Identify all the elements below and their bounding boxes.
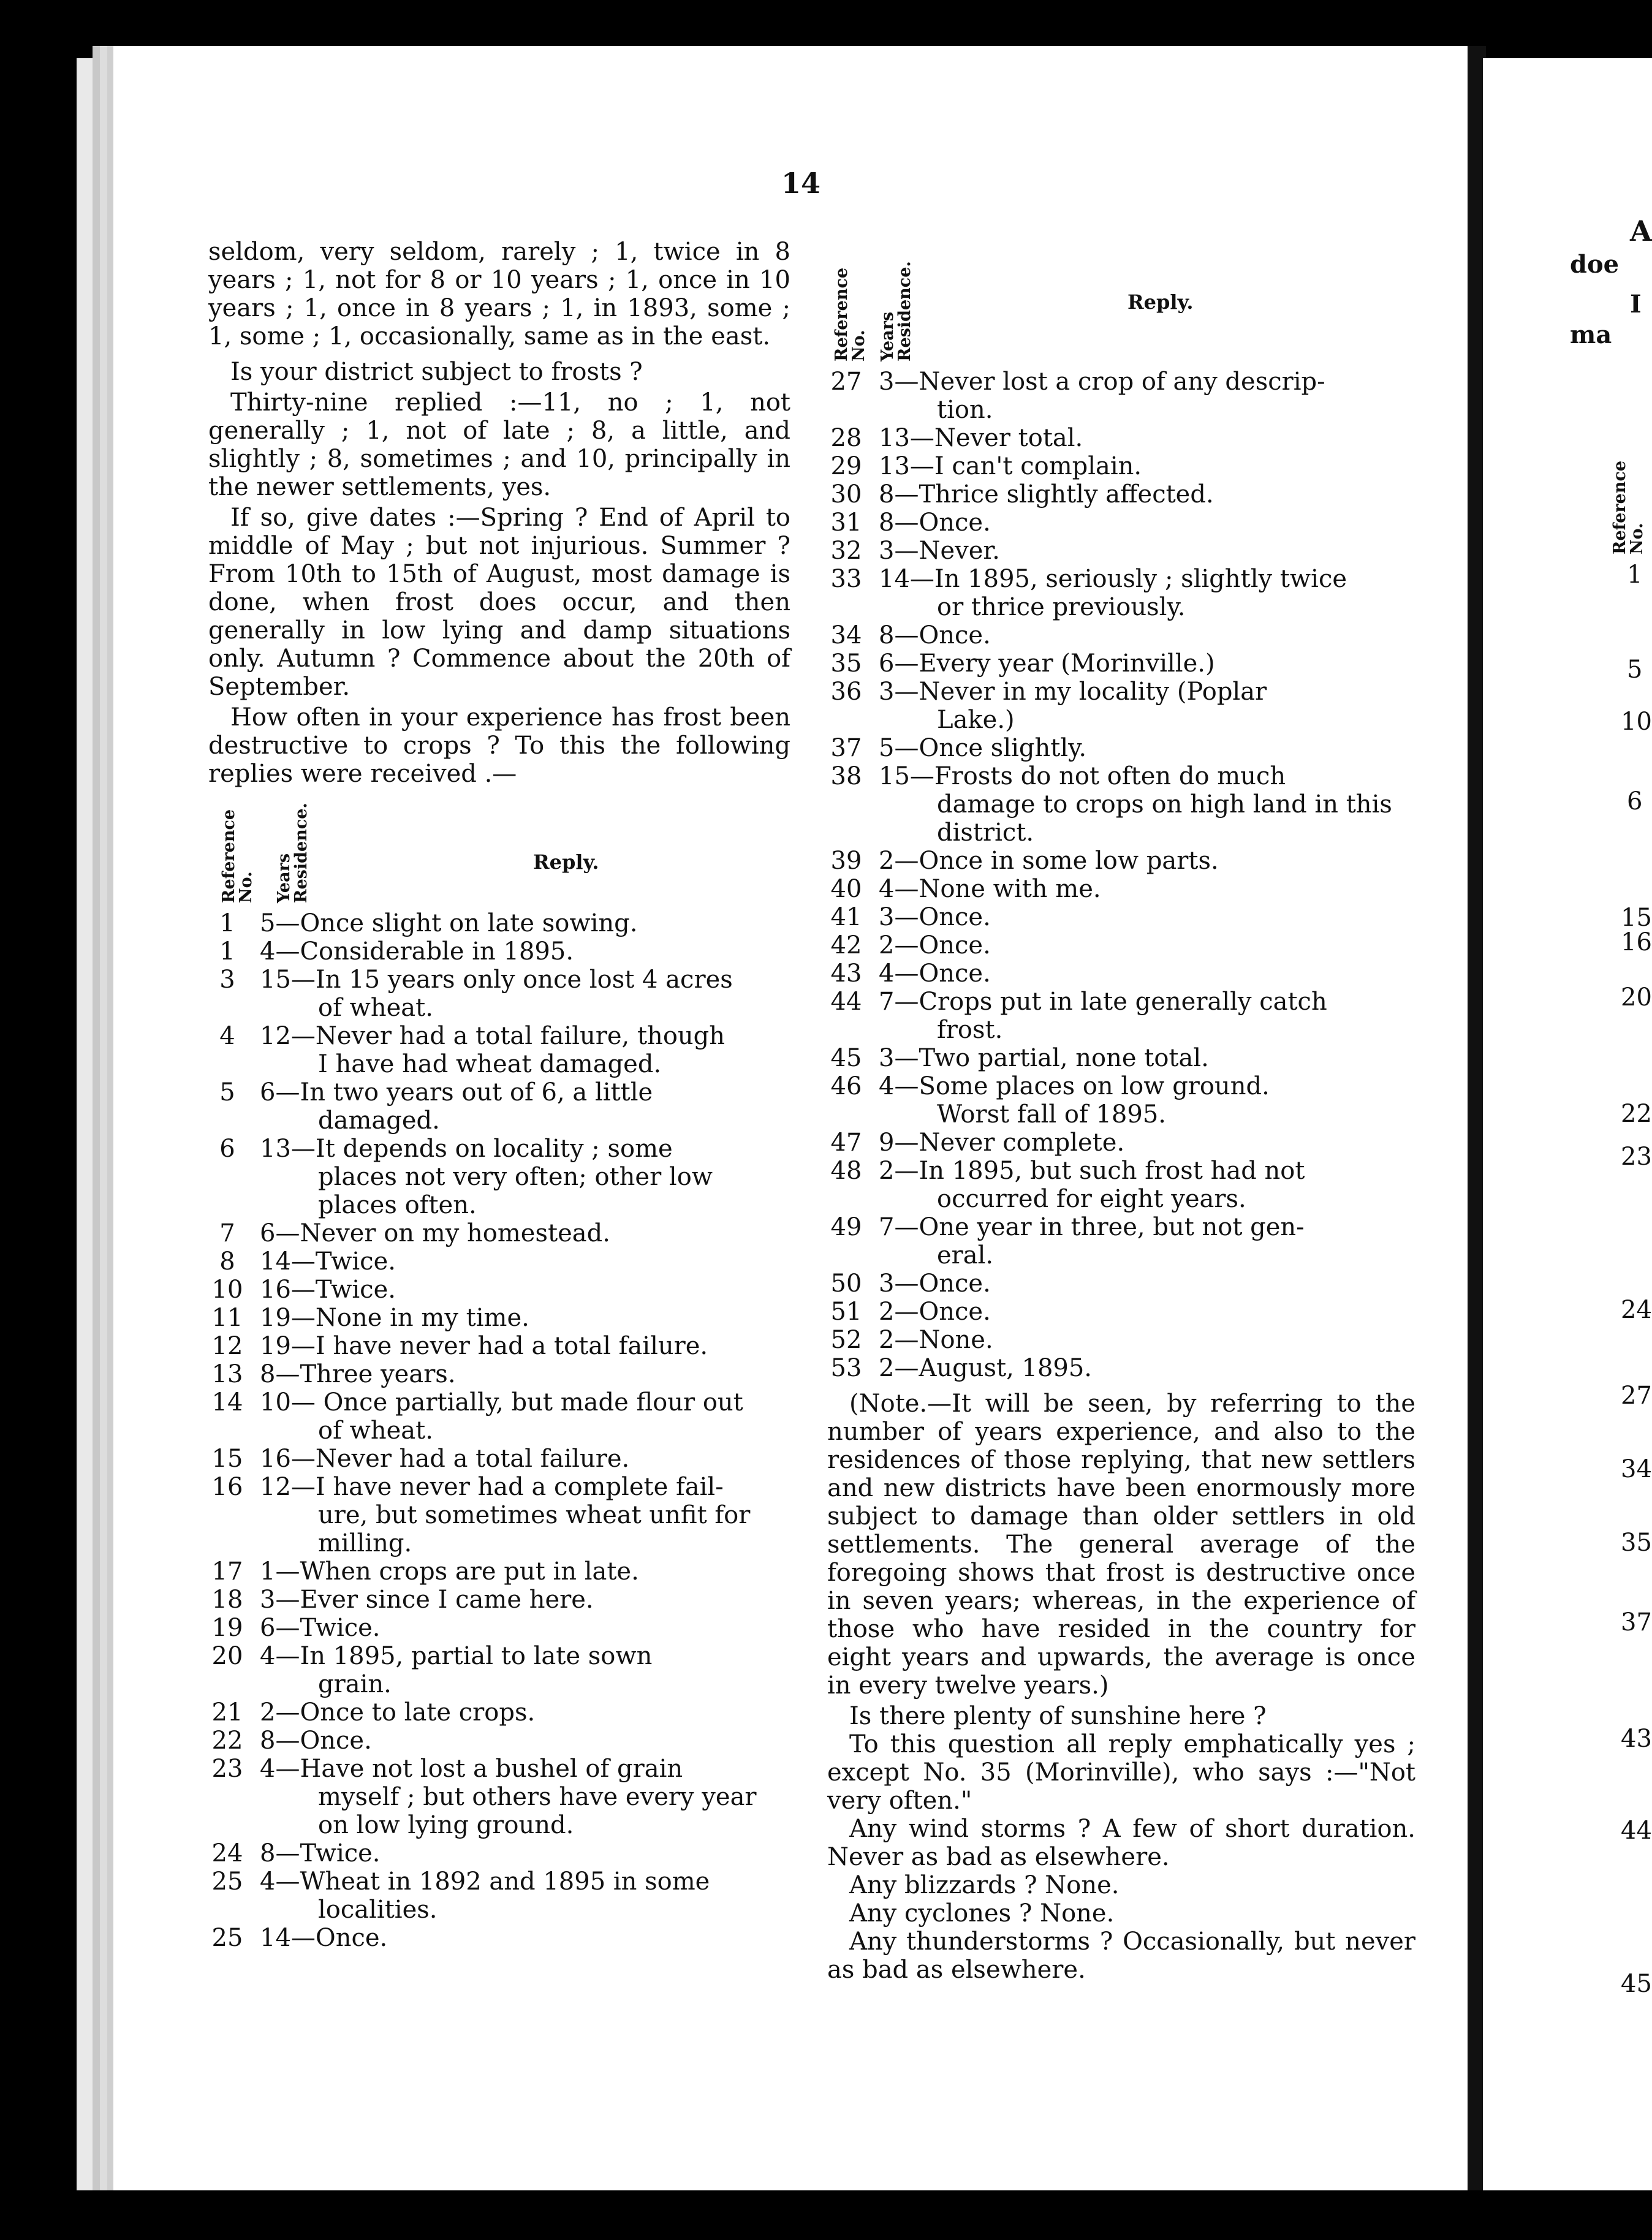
reply-text — [865, 452, 1415, 480]
reply-text — [865, 1157, 1415, 1213]
table-row — [827, 988, 1415, 1044]
left-column — [208, 238, 790, 1952]
reply-text — [246, 1022, 790, 1078]
reference-number: 32 — [830, 537, 862, 565]
reply-text — [246, 1445, 790, 1473]
reply-line: 3—Two partial, none total. — [879, 1044, 1209, 1072]
reply-text — [246, 937, 790, 966]
reference-number: 31 — [830, 509, 862, 537]
next-page-ref-number: 44 — [1621, 1817, 1652, 1845]
reply-continuation: localities. — [318, 1896, 438, 1924]
table-row — [208, 1755, 790, 1839]
header-years-residence: Years Residence. — [878, 261, 914, 361]
table-row — [827, 1354, 1415, 1382]
reply-text — [865, 368, 1415, 424]
right-reply-table — [827, 368, 1415, 1382]
reply-text — [865, 959, 1415, 988]
next-page-ref-number: 20 — [1621, 983, 1652, 1012]
reply-text — [865, 1072, 1415, 1129]
reply-text — [865, 903, 1415, 931]
next-page-ref-number: 35 — [1621, 1529, 1652, 1557]
reply-text — [865, 1044, 1415, 1072]
reply-line: 9—Never complete. — [879, 1129, 1125, 1157]
reply-continuation: of wheat. — [318, 1417, 433, 1445]
reply-text — [246, 966, 790, 1022]
table-row — [827, 875, 1415, 903]
table-row — [208, 1360, 790, 1388]
reply-text — [246, 1135, 790, 1219]
reply-continuation: damage to crops on high land in this district. — [937, 790, 1392, 847]
reply-text — [246, 1276, 790, 1304]
next-page-ref-number: 1 — [1627, 561, 1643, 589]
reply-continuation: eral. — [937, 1241, 994, 1269]
table-row — [827, 452, 1415, 480]
next-page-ref-number: 16 — [1621, 928, 1652, 956]
reply-line: 8—Once. — [260, 1727, 372, 1755]
reference-number: 21 — [211, 1698, 243, 1727]
reply-line: 13—It depends on locality ; some — [260, 1135, 673, 1163]
reply-text — [865, 762, 1415, 847]
reply-text — [865, 649, 1415, 678]
opening-paragraph: seldom, very seldom, rarely ; 1, twice in 8 years ; 1, not for 8 or 10 years ; 1, once in 10 years ; 1, once in 8 years ; 1, in 1893, some ; 1, some ; 1, occasionally, same as in the east. — [208, 238, 790, 350]
reference-number: 6 — [219, 1135, 235, 1163]
reply-line: 8—Thrice slightly affected. — [879, 480, 1214, 509]
table-row — [827, 1157, 1415, 1213]
reply-continuation: frost. — [937, 1016, 1003, 1044]
reply-text — [865, 678, 1415, 734]
reply-text — [246, 1304, 790, 1332]
reference-number: 18 — [211, 1586, 243, 1614]
reply-line: 4—None with me. — [879, 875, 1101, 903]
reference-number: 28 — [830, 424, 862, 452]
reply-text — [865, 1129, 1415, 1157]
table-row — [827, 565, 1415, 621]
reply-line: 10— Once partially, but made flour out — [260, 1388, 743, 1417]
table-row — [827, 480, 1415, 509]
reply-line: 4—In 1895, partial to late sown — [260, 1642, 653, 1670]
reference-number: 50 — [830, 1269, 862, 1298]
reply-text — [246, 1473, 790, 1557]
table-row — [208, 1698, 790, 1727]
reply-line: 4—Some places on low ground. — [879, 1072, 1270, 1100]
next-page-line-4: ma — [1570, 320, 1612, 349]
reply-line: 7—One year in three, but not gen- — [879, 1213, 1305, 1241]
reply-line: 4—Wheat in 1892 and 1895 in some — [260, 1867, 710, 1896]
answer-frosts: Thirty-nine replied :—11, no ; 1, not generally ; 1, not of late ; 8, a little, and slightly ; 8, sometimes ; and 10, principally in the newer settlements, yes. — [208, 388, 790, 501]
table-row — [208, 937, 790, 966]
reply-text — [246, 1614, 790, 1642]
reply-line: 7—Crops put in late generally catch — [879, 988, 1327, 1016]
reply-line: 8—Once. — [879, 621, 991, 649]
reply-text — [246, 1078, 790, 1135]
table-row — [208, 1388, 790, 1445]
reference-number: 5 — [219, 1078, 235, 1107]
reply-text — [865, 1326, 1415, 1354]
table-row — [208, 1276, 790, 1304]
reply-text — [865, 1354, 1415, 1382]
reply-line: 2—August, 1895. — [879, 1354, 1093, 1382]
reference-number: 44 — [830, 988, 862, 1016]
reference-number: 53 — [830, 1354, 862, 1382]
reference-number: 13 — [211, 1360, 243, 1388]
table-row — [208, 1727, 790, 1755]
reply-text — [246, 1360, 790, 1388]
reply-line: 6—Never on my homestead. — [260, 1219, 610, 1247]
next-page-ref-number: 24 — [1621, 1296, 1652, 1324]
reply-text — [865, 480, 1415, 509]
reply-line: 3—Ever since I came here. — [260, 1586, 594, 1614]
reply-text — [246, 1727, 790, 1755]
reference-number: 39 — [830, 847, 862, 875]
next-page-ref-number: 10 — [1621, 708, 1652, 736]
table-row — [827, 931, 1415, 959]
reply-line: 6—Every year (Morinville.) — [879, 649, 1215, 678]
table-row — [827, 424, 1415, 452]
reply-text — [246, 1388, 790, 1445]
reply-line: 14—Twice. — [260, 1247, 396, 1276]
reference-number: 38 — [830, 762, 862, 790]
reference-number: 52 — [830, 1326, 862, 1354]
reference-number: 23 — [211, 1755, 243, 1783]
reply-text — [865, 565, 1415, 621]
reply-text — [246, 1247, 790, 1276]
table-row — [827, 368, 1415, 424]
wind-storms: Any wind storms ? A few of short duration. Never as bad as elsewhere. — [827, 1815, 1415, 1871]
reference-number: 12 — [211, 1332, 243, 1360]
reference-number: 20 — [211, 1642, 243, 1670]
next-page-ref-number: 37 — [1621, 1608, 1652, 1636]
reply-text — [246, 1557, 790, 1586]
header-reference-no: Reference No. — [219, 809, 256, 903]
reference-number: 24 — [211, 1839, 243, 1867]
reply-line: 2—In 1895, but such frost had not — [879, 1157, 1305, 1185]
right-column — [827, 245, 1415, 1984]
next-page-ref-number: 23 — [1621, 1143, 1652, 1171]
reply-text — [246, 1586, 790, 1614]
next-page-line-3: I — [1630, 290, 1642, 319]
header-years-residence: Years Residence. — [275, 803, 311, 903]
reply-line: 14—In 1895, seriously ; slightly twice — [879, 565, 1347, 593]
reference-number: 27 — [830, 368, 862, 396]
header-reference-no: Reference No. — [832, 267, 868, 361]
reply-line: 2—Once. — [879, 1298, 991, 1326]
reply-line: 8—Three years. — [260, 1360, 456, 1388]
reply-text — [865, 847, 1415, 875]
reference-number: 17 — [211, 1557, 243, 1586]
reply-line: 4—Considerable in 1895. — [260, 937, 574, 966]
table-row — [208, 1219, 790, 1247]
reference-number: 49 — [830, 1213, 862, 1241]
reply-text — [246, 909, 790, 937]
reference-number: 25 — [211, 1924, 243, 1952]
reply-line: 3—Never. — [879, 537, 1000, 565]
reference-number: 3 — [219, 966, 235, 994]
reply-line: 5—Once slightly. — [879, 734, 1087, 762]
reference-number: 47 — [830, 1129, 862, 1157]
next-page-ref-number: 27 — [1621, 1382, 1652, 1410]
cyclones: Any cyclones ? None. — [849, 1899, 1115, 1928]
reply-line: 15—Frosts do not often do much — [879, 762, 1286, 790]
table-row — [827, 509, 1415, 537]
next-page-ref-number: 6 — [1627, 787, 1643, 815]
reference-number: 19 — [211, 1614, 243, 1642]
reply-continuation: I have had wheat damaged. — [318, 1050, 662, 1078]
reply-continuation: tion. — [937, 396, 993, 424]
reply-continuation: grain. — [318, 1670, 392, 1698]
reply-line: 3—Once. — [879, 903, 991, 931]
table-row — [827, 1044, 1415, 1072]
reply-line: 6—Twice. — [260, 1614, 381, 1642]
reply-line: 3—Never in my locality (Poplar — [879, 678, 1267, 706]
table-row — [827, 649, 1415, 678]
reference-number: 48 — [830, 1157, 862, 1185]
reply-line: 19—None in my time. — [260, 1304, 529, 1332]
reply-continuation: places not very often; other low places often. — [318, 1163, 713, 1219]
reply-text — [865, 424, 1415, 452]
reply-line: 12—I have never had a complete fail- — [260, 1473, 724, 1501]
table-row — [208, 1924, 790, 1952]
reply-text — [865, 509, 1415, 537]
reply-text — [865, 537, 1415, 565]
next-page-ref-header: Reference No. — [1610, 460, 1646, 554]
table-row — [208, 1867, 790, 1924]
reply-text — [246, 1332, 790, 1360]
reference-number: 1 — [219, 937, 235, 966]
table-row — [827, 1326, 1415, 1354]
table-row — [208, 1642, 790, 1698]
reference-number: 10 — [211, 1276, 243, 1304]
table-row — [208, 1247, 790, 1276]
reference-number: 14 — [211, 1388, 243, 1417]
table-row — [208, 1332, 790, 1360]
reply-text — [865, 1269, 1415, 1298]
reference-number: 33 — [830, 565, 862, 593]
reply-text — [865, 734, 1415, 762]
reference-number: 29 — [830, 452, 862, 480]
reply-text — [865, 1213, 1415, 1269]
reply-line: 13—I can't complain. — [879, 452, 1142, 480]
table-row — [208, 1304, 790, 1332]
reference-number: 43 — [830, 959, 862, 988]
reply-continuation: of wheat. — [318, 994, 433, 1022]
table-row — [827, 678, 1415, 734]
table-row — [208, 1473, 790, 1557]
thunderstorms: Any thunderstorms ? Occasionally, but never as bad as elsewhere. — [827, 1928, 1415, 1984]
reply-continuation: damaged. — [318, 1107, 440, 1135]
table-row — [827, 1269, 1415, 1298]
reference-number: 4 — [219, 1022, 235, 1050]
table-row — [208, 1839, 790, 1867]
table-row — [208, 909, 790, 937]
reply-text — [246, 1219, 790, 1247]
reply-text — [246, 1642, 790, 1698]
reply-line: 15—In 15 years only once lost 4 acres — [260, 966, 733, 994]
reply-continuation: or thrice previously. — [937, 593, 1186, 621]
table-header — [208, 793, 790, 903]
reply-line: 2—Once to late crops. — [260, 1698, 536, 1727]
reply-line: 3—Once. — [879, 1269, 991, 1298]
reply-line: 5—Once slight on late sowing. — [260, 909, 638, 937]
page-number: 14 — [781, 167, 821, 200]
reply-line: 2—Once. — [879, 931, 991, 959]
sunshine-question: Is there plenty of sunshine here ? — [849, 1702, 1267, 1730]
reply-line: 2—Once in some low parts. — [879, 847, 1219, 875]
reference-number: 1 — [219, 909, 235, 937]
header-reply: Reply. — [1127, 290, 1194, 314]
table-row — [827, 959, 1415, 988]
next-page-ref-number: 45 — [1621, 1970, 1652, 1998]
reply-line: 1—When crops are put in late. — [260, 1557, 639, 1586]
reply-line: 16—Twice. — [260, 1276, 396, 1304]
reply-line: 2—None. — [879, 1326, 993, 1354]
reply-text — [246, 1867, 790, 1924]
reference-number: 42 — [830, 931, 862, 959]
reply-continuation: ure, but sometimes wheat unfit for milling. — [318, 1501, 751, 1557]
blizzards: Any blizzards ? None. — [849, 1871, 1120, 1899]
reply-continuation: Worst fall of 1895. — [937, 1100, 1166, 1129]
table-row — [208, 1445, 790, 1473]
reply-text — [865, 988, 1415, 1044]
reference-number: 36 — [830, 678, 862, 706]
table-row — [208, 1586, 790, 1614]
table-row — [208, 1135, 790, 1219]
table-row — [208, 1078, 790, 1135]
next-page-line-1: A — [1630, 214, 1652, 248]
table-row — [208, 1022, 790, 1078]
reference-number: 25 — [211, 1867, 243, 1896]
reference-number: 51 — [830, 1298, 862, 1326]
reply-text — [246, 1698, 790, 1727]
table-row — [827, 903, 1415, 931]
reply-text — [865, 875, 1415, 903]
table-row — [827, 621, 1415, 649]
reference-number: 11 — [211, 1304, 243, 1332]
reply-text — [246, 1755, 790, 1839]
reply-text — [246, 1924, 790, 1952]
reference-number: 15 — [211, 1445, 243, 1473]
reply-continuation: myself ; but others have every year on low lying ground. — [318, 1783, 757, 1839]
reference-number: 8 — [219, 1247, 235, 1276]
reference-number: 37 — [830, 734, 862, 762]
table-row — [827, 762, 1415, 847]
reference-number: 34 — [830, 621, 862, 649]
next-page-ref-number: 5 — [1627, 656, 1643, 684]
table-header-right — [827, 245, 1415, 361]
reply-line: 16—Never had a total failure. — [260, 1445, 630, 1473]
table-row — [827, 537, 1415, 565]
table-row — [827, 734, 1415, 762]
next-page-edge — [1483, 58, 1652, 2190]
table-row — [827, 1072, 1415, 1129]
note-paragraph: (Note.—It will be seen, by referring to the number of years experience, and also to the residences of those replying, that new settlers and new districts have been enormously more subject to damage than older settlers in old settlements. The general average of the foregoing shows that frost is destructive once in seven years; whereas, in the experience of those who have resided in the country for eight years and upwards, the average is once in every twelve years.) — [827, 1390, 1415, 1700]
table-row — [827, 1129, 1415, 1157]
header-reply: Reply. — [533, 850, 599, 874]
reply-line: 14—Once. — [260, 1924, 388, 1952]
reference-number: 35 — [830, 649, 862, 678]
table-row — [208, 1614, 790, 1642]
reply-line: 8—Once. — [879, 509, 991, 537]
question-frosts: Is your district subject to frosts ? — [230, 358, 643, 386]
next-page-ref-number: 34 — [1621, 1455, 1652, 1483]
reply-line: 3—Never lost a crop of any descrip- — [879, 368, 1325, 396]
reply-line: 4—Once. — [879, 959, 991, 988]
table-row — [827, 847, 1415, 875]
reference-number: 46 — [830, 1072, 862, 1100]
reply-text — [865, 1298, 1415, 1326]
reference-number: 41 — [830, 903, 862, 931]
reply-line: 13—Never total. — [879, 424, 1083, 452]
reference-number: 30 — [830, 480, 862, 509]
reply-text — [865, 621, 1415, 649]
reference-number: 40 — [830, 875, 862, 903]
sunshine-answer: To this question all reply emphatically yes ; except No. 35 (Morinville), who says :—"Not very often." — [827, 1730, 1415, 1815]
frost-dates-paragraph: If so, give dates :—Spring ? End of April to middle of May ; but not injurious. Summer ? From 10th to 15th of August, most damage is done, when frost does occur, and then generally in low lying and damp situations only. Autumn ? Commence about the 20th of September. — [208, 504, 790, 701]
reply-text — [865, 931, 1415, 959]
reply-continuation: Lake.) — [937, 706, 1015, 734]
table-row — [208, 966, 790, 1022]
reference-number: 7 — [219, 1219, 235, 1247]
reference-number: 22 — [211, 1727, 243, 1755]
reply-continuation: occurred for eight years. — [937, 1185, 1246, 1213]
table-row — [827, 1213, 1415, 1269]
next-page-ref-number: 15 — [1621, 904, 1652, 932]
reply-text — [246, 1839, 790, 1867]
left-reply-table — [208, 909, 790, 1952]
table-row — [827, 1298, 1415, 1326]
reply-line: 6—In two years out of 6, a little — [260, 1078, 653, 1107]
reference-number: 16 — [211, 1473, 243, 1501]
table-row — [208, 1557, 790, 1586]
reply-line: 8—Twice. — [260, 1839, 381, 1867]
next-page-ref-number: 22 — [1621, 1100, 1652, 1128]
reply-line: 12—Never had a total failure, though — [260, 1022, 726, 1050]
reference-number: 45 — [830, 1044, 862, 1072]
next-page-ref-number: 43 — [1621, 1725, 1652, 1753]
reply-line: 19—I have never had a total failure. — [260, 1332, 708, 1360]
destructive-frost-paragraph: How often in your experience has frost been destructive to crops ? To this the following replies were received .— — [208, 703, 790, 788]
reply-line: 4—Have not lost a bushel of grain — [260, 1755, 683, 1783]
next-page-line-2: doe — [1570, 250, 1620, 279]
